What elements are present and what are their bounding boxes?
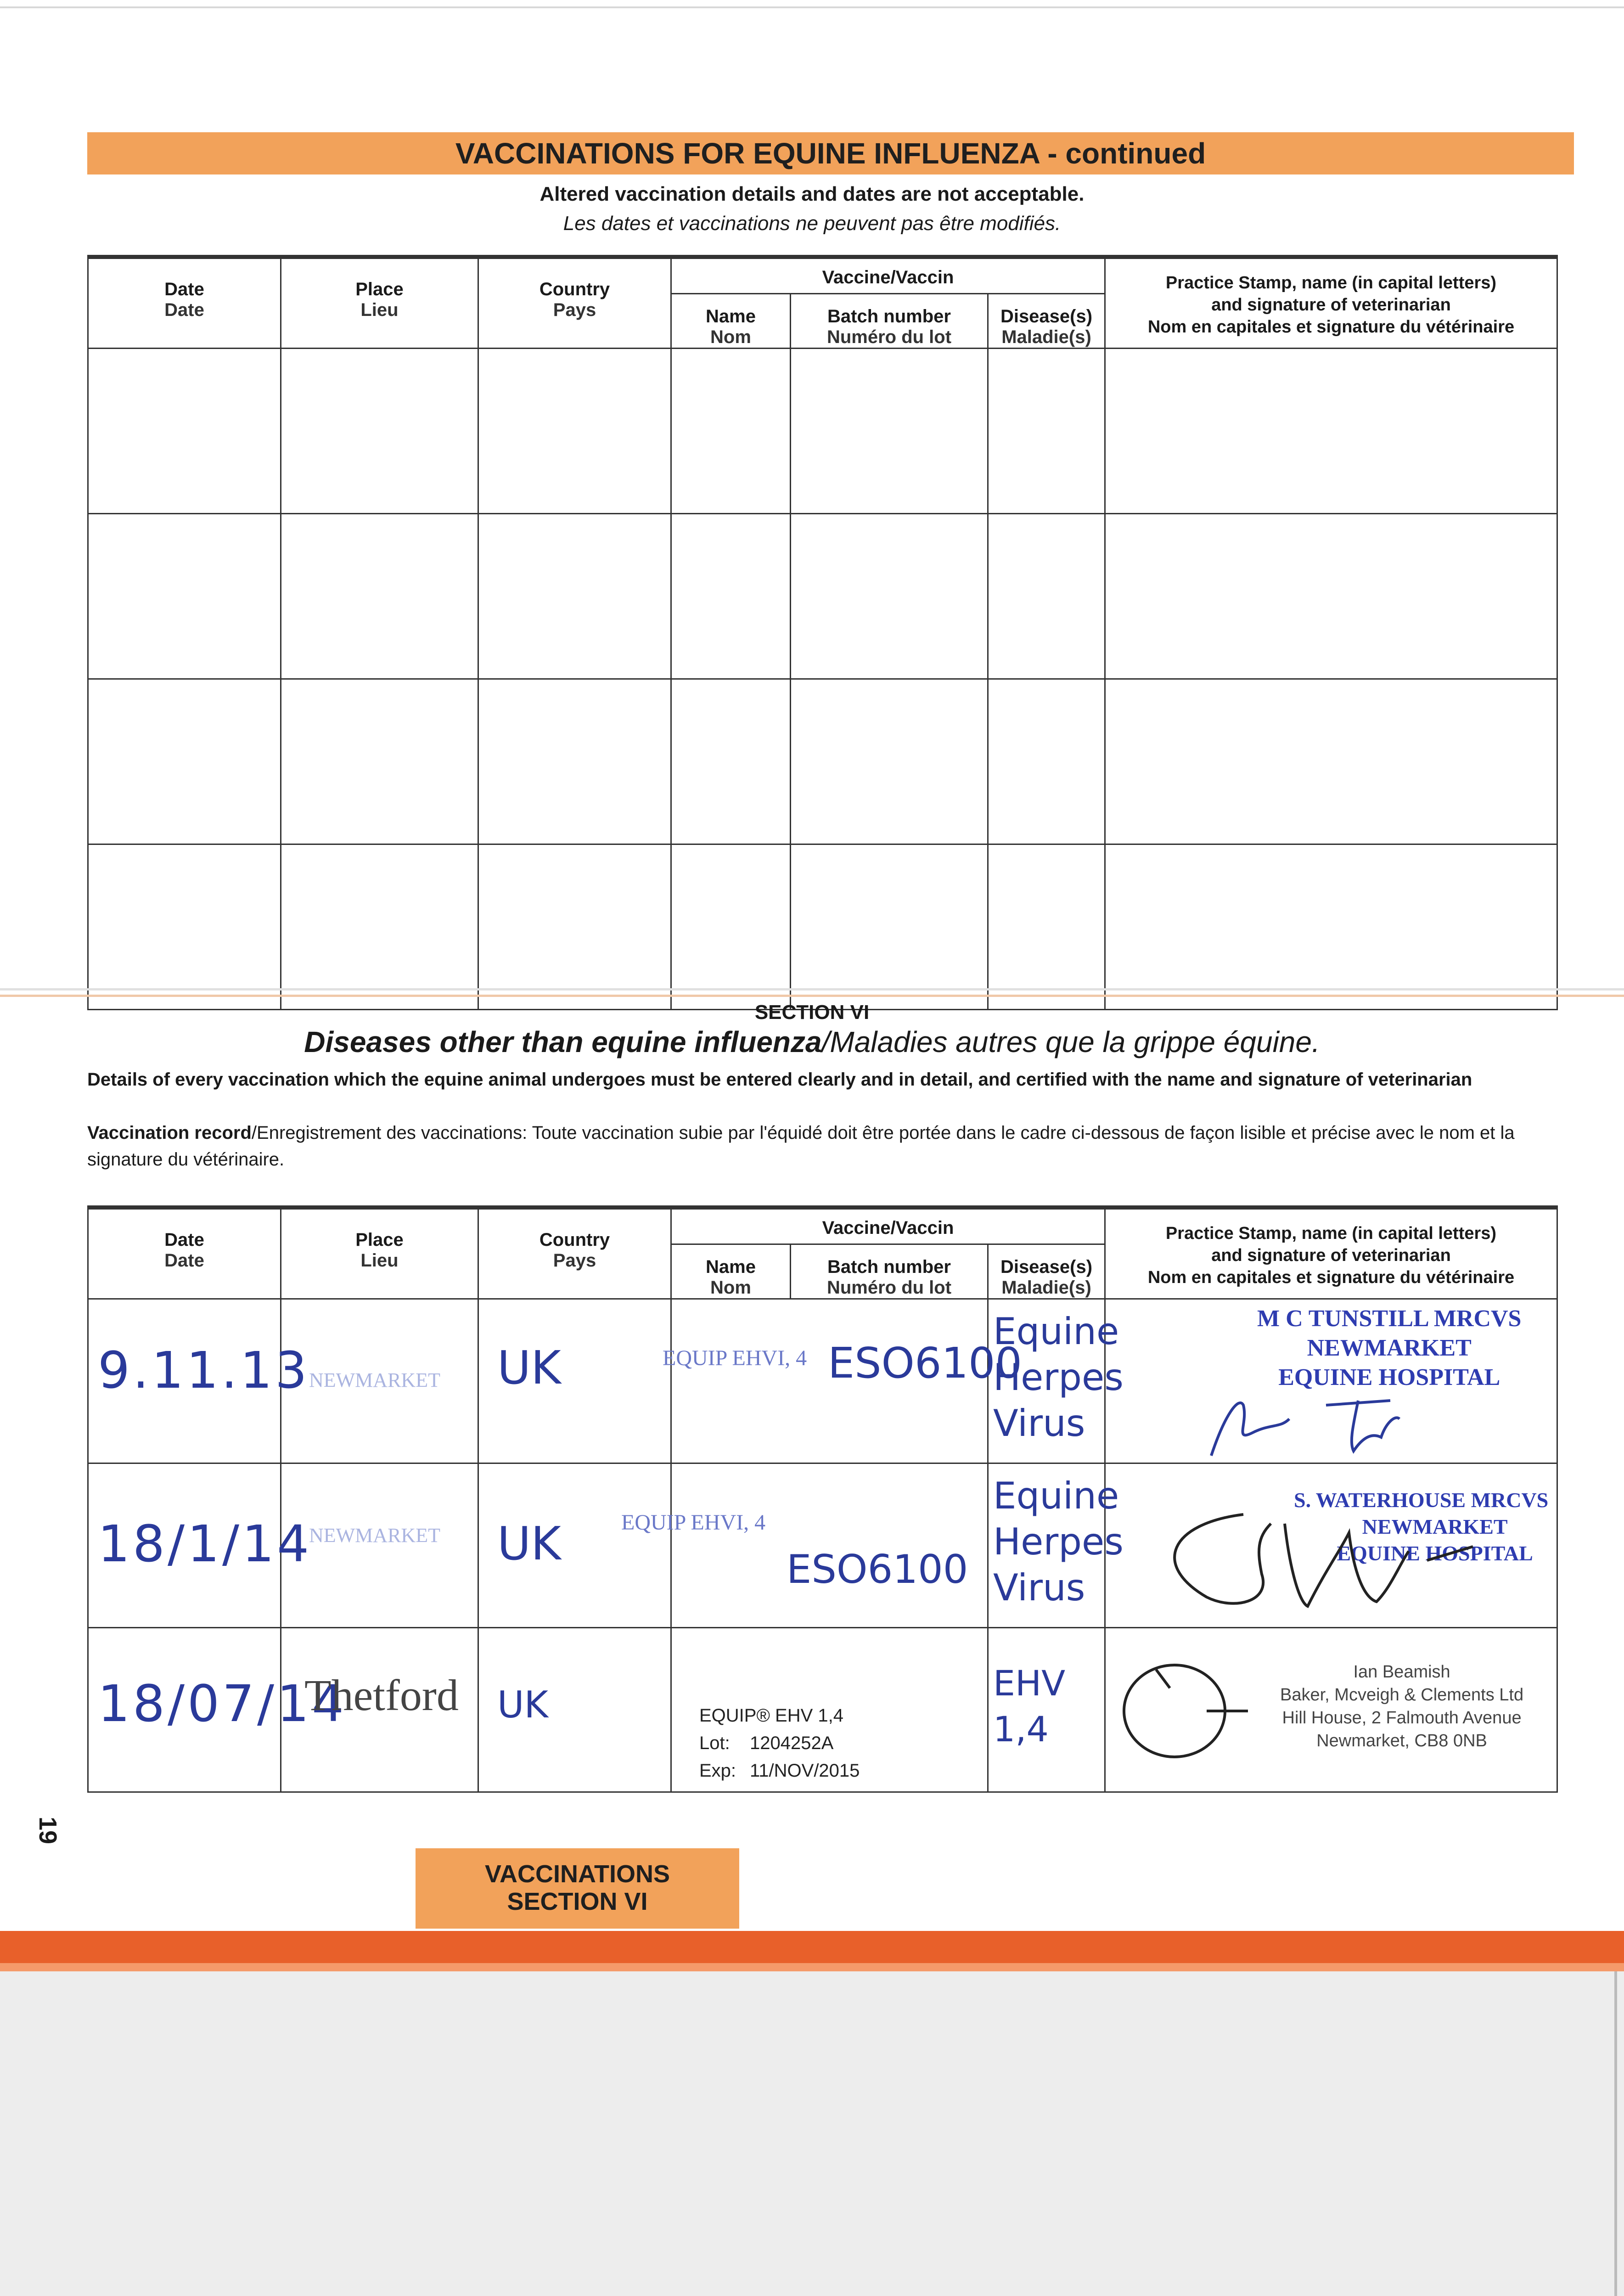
record-disease: Equine Herpes Virus — [988, 1463, 1105, 1628]
record-vaccine-label — [671, 1628, 988, 1792]
tab-line-2: SECTION VI — [507, 1888, 648, 1915]
table-row — [88, 1628, 1557, 1792]
note-english: Altered vaccination details and dates are not acceptable. — [539, 183, 1085, 205]
record-disease: EHV 1,4 — [988, 1628, 1105, 1792]
section-tab — [416, 1848, 739, 1929]
section-details: Details of every vaccination which the equine animal undergoes must be entered clearly and in detail, and certified with the name and signature of veterinarian — [87, 1069, 1472, 1090]
table-row — [88, 349, 1557, 514]
tab-line-1: VACCINATIONS — [485, 1860, 670, 1888]
vet-stamp: Ian Beamish Baker, Mcveigh & Clements Ltd Hill House, 2 Falmouth Avenue Newmarket, CB8 0NB — [1280, 1662, 1524, 1750]
note-french: Les dates et vaccinations ne peuvent pas être modifiés. — [563, 212, 1061, 235]
record-stamp — [1105, 1463, 1557, 1628]
page-fold-shadow — [0, 995, 1624, 997]
record-place: NEWMARKET — [281, 1299, 478, 1463]
top-scan-line — [0, 6, 1624, 8]
col-batch: Batch number Numéro du lot — [791, 1244, 988, 1299]
table-row — [88, 514, 1557, 679]
section-title: Diseases other than equine influenza/Maladies autres que la grippe équine. — [304, 1025, 1320, 1058]
record-disease: Equine Herpes Virus — [988, 1299, 1105, 1463]
col-disease: Disease(s) Maladie(s) — [988, 294, 1105, 349]
col-date: Date Date — [88, 257, 281, 349]
title-banner — [87, 132, 1574, 174]
record-place: Thetford — [281, 1628, 478, 1792]
table-row — [88, 1299, 1557, 1463]
section-label: SECTION VI — [754, 1001, 870, 1024]
record-stamp — [1105, 1299, 1557, 1463]
section-record-note: Vaccination record/Enregistrement des vaccinations: Toute vaccination subie par l'équidé doit être portée dans le cadre ci-dessous de façon lisible et précise avec le nom et la signature du vétérinaire. — [87, 1123, 1515, 1170]
record-country: UK — [478, 1628, 671, 1792]
col-date: Date Date — [88, 1208, 281, 1299]
col-vaccine: Vaccine/Vaccin — [671, 257, 1105, 294]
col-disease: Disease(s) Maladie(s) — [988, 1244, 1105, 1299]
table-row — [88, 844, 1557, 1010]
page-fold — [0, 988, 1624, 990]
col-batch: Batch number Numéro du lot — [791, 294, 988, 349]
record-date: 9.11.13 — [88, 1299, 281, 1463]
orange-page-edge-light — [0, 1963, 1624, 1971]
influenza-vaccination-table — [87, 255, 1558, 1010]
col-name: Name Nom — [671, 1244, 791, 1299]
col-place: Place Lieu — [281, 257, 478, 349]
col-place: Place Lieu — [281, 1208, 478, 1299]
record-place: NEWMARKET — [281, 1463, 478, 1628]
other-diseases-vaccination-table — [87, 1205, 1558, 1793]
table-row — [88, 679, 1557, 844]
record-vaccine: EQUIP EHVI, 4 ESO6100 — [671, 1463, 988, 1628]
scan-background — [0, 1971, 1624, 2296]
banner-title: VACCINATIONS FOR EQUINE INFLUENZA - continued — [455, 137, 1206, 170]
col-vaccine: Vaccine/Vaccin — [671, 1208, 1105, 1244]
col-name: Name Nom — [671, 294, 791, 349]
vet-stamp: S. WATERHOUSE MRCVS NEWMARKET EQUINE HOSPITAL — [1294, 1488, 1549, 1565]
signature-icon — [1152, 1496, 1482, 1620]
col-stamp: Practice Stamp, name (in capital letters) and signature of veterinarian Nom en capitales et signature du vétérinaire — [1105, 1208, 1557, 1299]
vaccine-sticker: EQUIP® EHV 1,4 Lot: 1204252A Exp: 11/NOV/2015 — [699, 1705, 860, 1781]
record-date: 18/1/14 — [88, 1463, 281, 1628]
page-number: 19 — [34, 1816, 62, 1845]
record-country: UK — [478, 1299, 671, 1463]
record-country: UK — [478, 1463, 671, 1628]
record-stamp — [1105, 1628, 1557, 1792]
record-date: 18/07/14 — [88, 1628, 281, 1792]
col-country: Country Pays — [478, 1208, 671, 1299]
col-stamp: Practice Stamp, name (in capital letters) and signature of veterinarian Nom en capitales et signature du vétérinaire — [1105, 257, 1557, 349]
signature-icon — [1115, 1647, 1253, 1766]
record-vaccine: EQUIP EHVI, 4 ESO6100 — [671, 1299, 988, 1463]
table-row — [88, 1463, 1557, 1628]
signature-icon — [1197, 1387, 1436, 1460]
col-country: Country Pays — [478, 257, 671, 349]
vet-stamp: M C TUNSTILL MRCVS NEWMARKET EQUINE HOSPITAL — [1257, 1306, 1522, 1390]
scan-edge — [1614, 1971, 1617, 2296]
orange-page-edge — [0, 1931, 1624, 1963]
